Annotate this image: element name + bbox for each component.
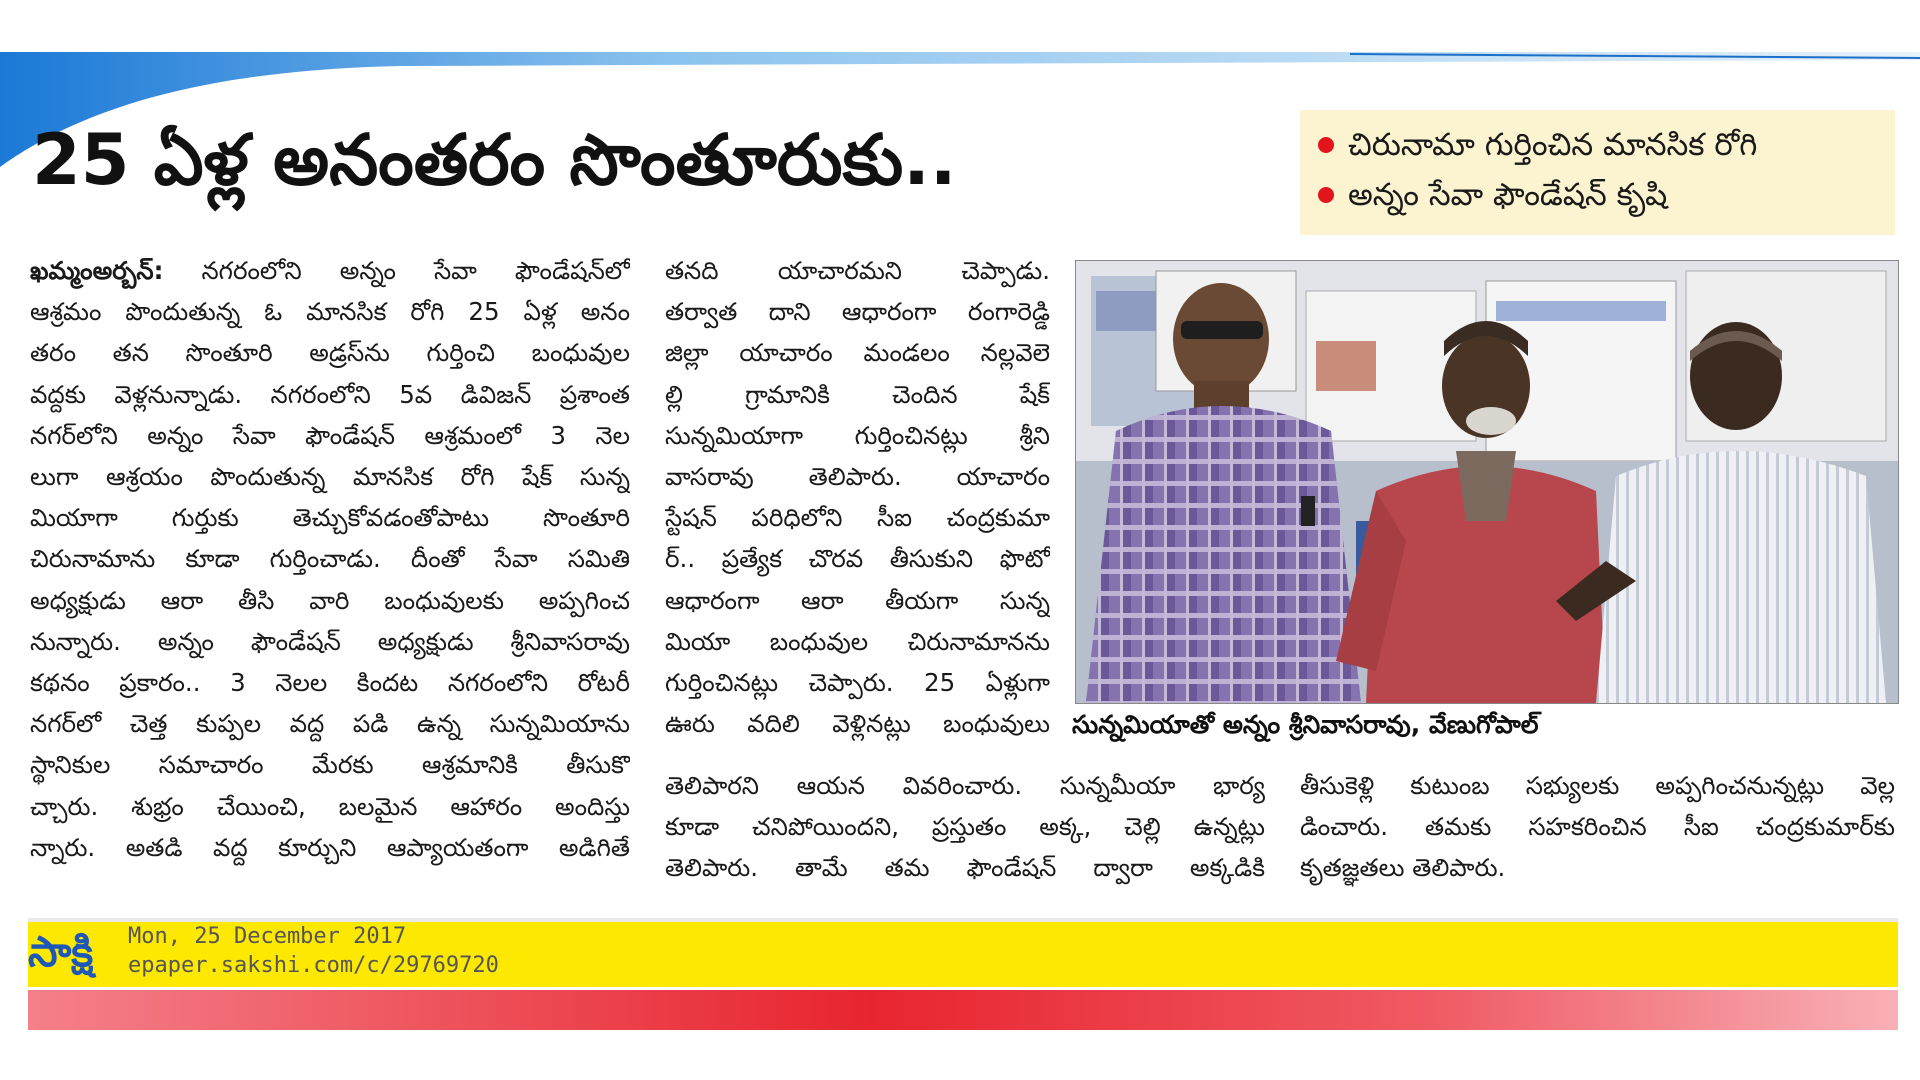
text-line: వద్దకు వెళ్లనున్నాడు. నగరంలోని 5వ డివిజన్ ప్రశాంత xyxy=(30,379,630,409)
highlight-text: చిరునామా గుర్తించిన మానసిక రోగి xyxy=(1348,127,1758,163)
article-photo xyxy=(1075,260,1899,704)
text-line: చిరునామాను కూడా గుర్తించాడు. దీంతో సేవా సమితి xyxy=(30,544,630,574)
text-line: ఊరు వదిలి వెళ్లినట్లు బంధువులు xyxy=(665,709,1050,739)
text-line: ల్లి గ్రామానికి చెందిన షేక్ xyxy=(665,379,1050,409)
text-line: కథనం ప్రకారం.. 3 నెలల కిందట నగరంలోని రోటరీ xyxy=(30,668,630,698)
text-line: స్టేషన్ పరిధిలోని సీఐ చంద్రకుమా xyxy=(665,503,1050,533)
highlights-box xyxy=(1300,110,1895,235)
text-line: తరం తన సొంతూరి అడ్రస్‌ను గుర్తించి బంధువుల xyxy=(30,338,630,368)
text-line: ర్.. ప్రత్యేక చొరవ తీసుకుని ఫొటో xyxy=(665,544,1050,574)
footer-info xyxy=(128,922,499,980)
footer-red-strip xyxy=(28,990,1898,1030)
text-line: జిల్లా యాచారం మండలం నల్లవెలె xyxy=(665,338,1050,368)
photo-illustration xyxy=(1076,261,1898,703)
article-column-3 xyxy=(1300,765,1895,889)
text-line: సున్నమియాగా గుర్తించినట్లు శ్రీని xyxy=(665,420,1050,450)
footer-date: Mon, 25 December 2017 xyxy=(128,924,407,949)
text-line: నగర్‌లో చెత్త కుప్పల వద్ద పడి ఉన్న సున్నమియాను xyxy=(30,709,630,739)
text-line: మియాగా గుర్తుకు తెచ్చుకోవడంతోపాటు సొంతూరి xyxy=(30,503,630,533)
text-line: తీసుకెళ్లి కుటుంబ సభ్యులకు అప్పగించనున్నట్లు వెల్ల xyxy=(1300,771,1895,800)
article-headline: 25 ఏళ్ల అనంతరం సొంతూరుకు.. xyxy=(32,119,957,201)
photo-caption: సున్నమియాతో అన్నం శ్రీనివాసరావు, వేణుగోపాల్ xyxy=(1072,710,1539,739)
text-line: డించారు. తమకు సహకరించిన సీఐ చంద్రకుమార్‌కు xyxy=(1300,812,1895,842)
text-line: తర్వాత దాని ఆధారంగా రంగారెడ్డి xyxy=(665,297,1050,327)
bullet-icon xyxy=(1318,187,1334,203)
sakshi-logo: సాక్షి xyxy=(28,927,94,976)
text-line: తనది యాచారమని చెప్పాడు. xyxy=(665,256,1050,285)
text-line: అధ్యక్షుడు ఆరా తీసి వారి బంధువులకు అప్పగించ xyxy=(30,585,630,615)
text-line: ఆధారంగా ఆరా తీయగా సున్న xyxy=(665,585,1050,615)
text-line: తెలిపారని ఆయన వివరించారు. సున్నమీయా భార్య xyxy=(665,771,1265,800)
text-line: ఆశ్రమం పొందుతున్న ఓ మానసిక రోగి 25 ఏళ్ల అనం xyxy=(30,297,630,327)
text-line: నగర్‌లోని అన్నం సేవా ఫౌండేషన్ ఆశ్రమంలో 3 నెల xyxy=(30,420,630,450)
highlight-item xyxy=(1318,120,1877,170)
text-line: మియా బంధువుల చిరునామానను xyxy=(665,626,1050,656)
text-line: న్నారు. అతడి వద్ద కూర్చుని ఆప్యాయతంగా అడిగితే xyxy=(30,832,630,862)
text-line: తెలిపారు. తామే తమ ఫౌండేషన్ ద్వారా అక్కడికి xyxy=(665,853,1265,883)
article-column-1 xyxy=(30,250,630,868)
dateline: ఖమ్మంఅర్బన్: xyxy=(30,256,164,285)
footer-url[interactable]: epaper.sakshi.com/c/29769720 xyxy=(128,953,499,978)
text-line: లుగా ఆశ్రయం పొందుతున్న మానసిక రోగి షేక్ సున్న xyxy=(30,462,630,492)
article-column-2-continued xyxy=(665,765,1265,889)
text-line: కూడా చనిపోయిందని, ప్రస్తుతం అక్క, చెల్లి ఉన్నట్లు xyxy=(665,812,1265,842)
bullet-icon xyxy=(1318,137,1334,153)
highlight-text: అన్నం సేవా ఫౌండేషన్ కృషి xyxy=(1348,177,1668,213)
text-line xyxy=(30,250,630,291)
text-line: నున్నారు. అన్నం ఫౌండేషన్ అధ్యక్షుడు శ్రీనివాసరావు xyxy=(30,626,630,656)
text-line: కృతజ్ఞతలు తెలిపారు. xyxy=(1300,853,1506,883)
text-line: గుర్తించినట్లు చెప్పారు. 25 ఏళ్లుగా xyxy=(665,668,1050,698)
text-line: చ్చారు. శుభ్రం చేయించి, బలమైన ఆహారం అందిస్తు xyxy=(30,791,630,821)
article-column-2 xyxy=(665,250,1050,744)
text-line: స్థానికుల సమాచారం మేరకు ఆశ్రమానికి తీసుకొ xyxy=(30,750,630,780)
highlight-item xyxy=(1318,170,1877,220)
text-line-content: నగరంలోని అన్నం సేవా ఫౌండేషన్‌లో xyxy=(163,256,630,285)
text-line: వాసరావు తెలిపారు. యాచారం xyxy=(665,462,1050,492)
